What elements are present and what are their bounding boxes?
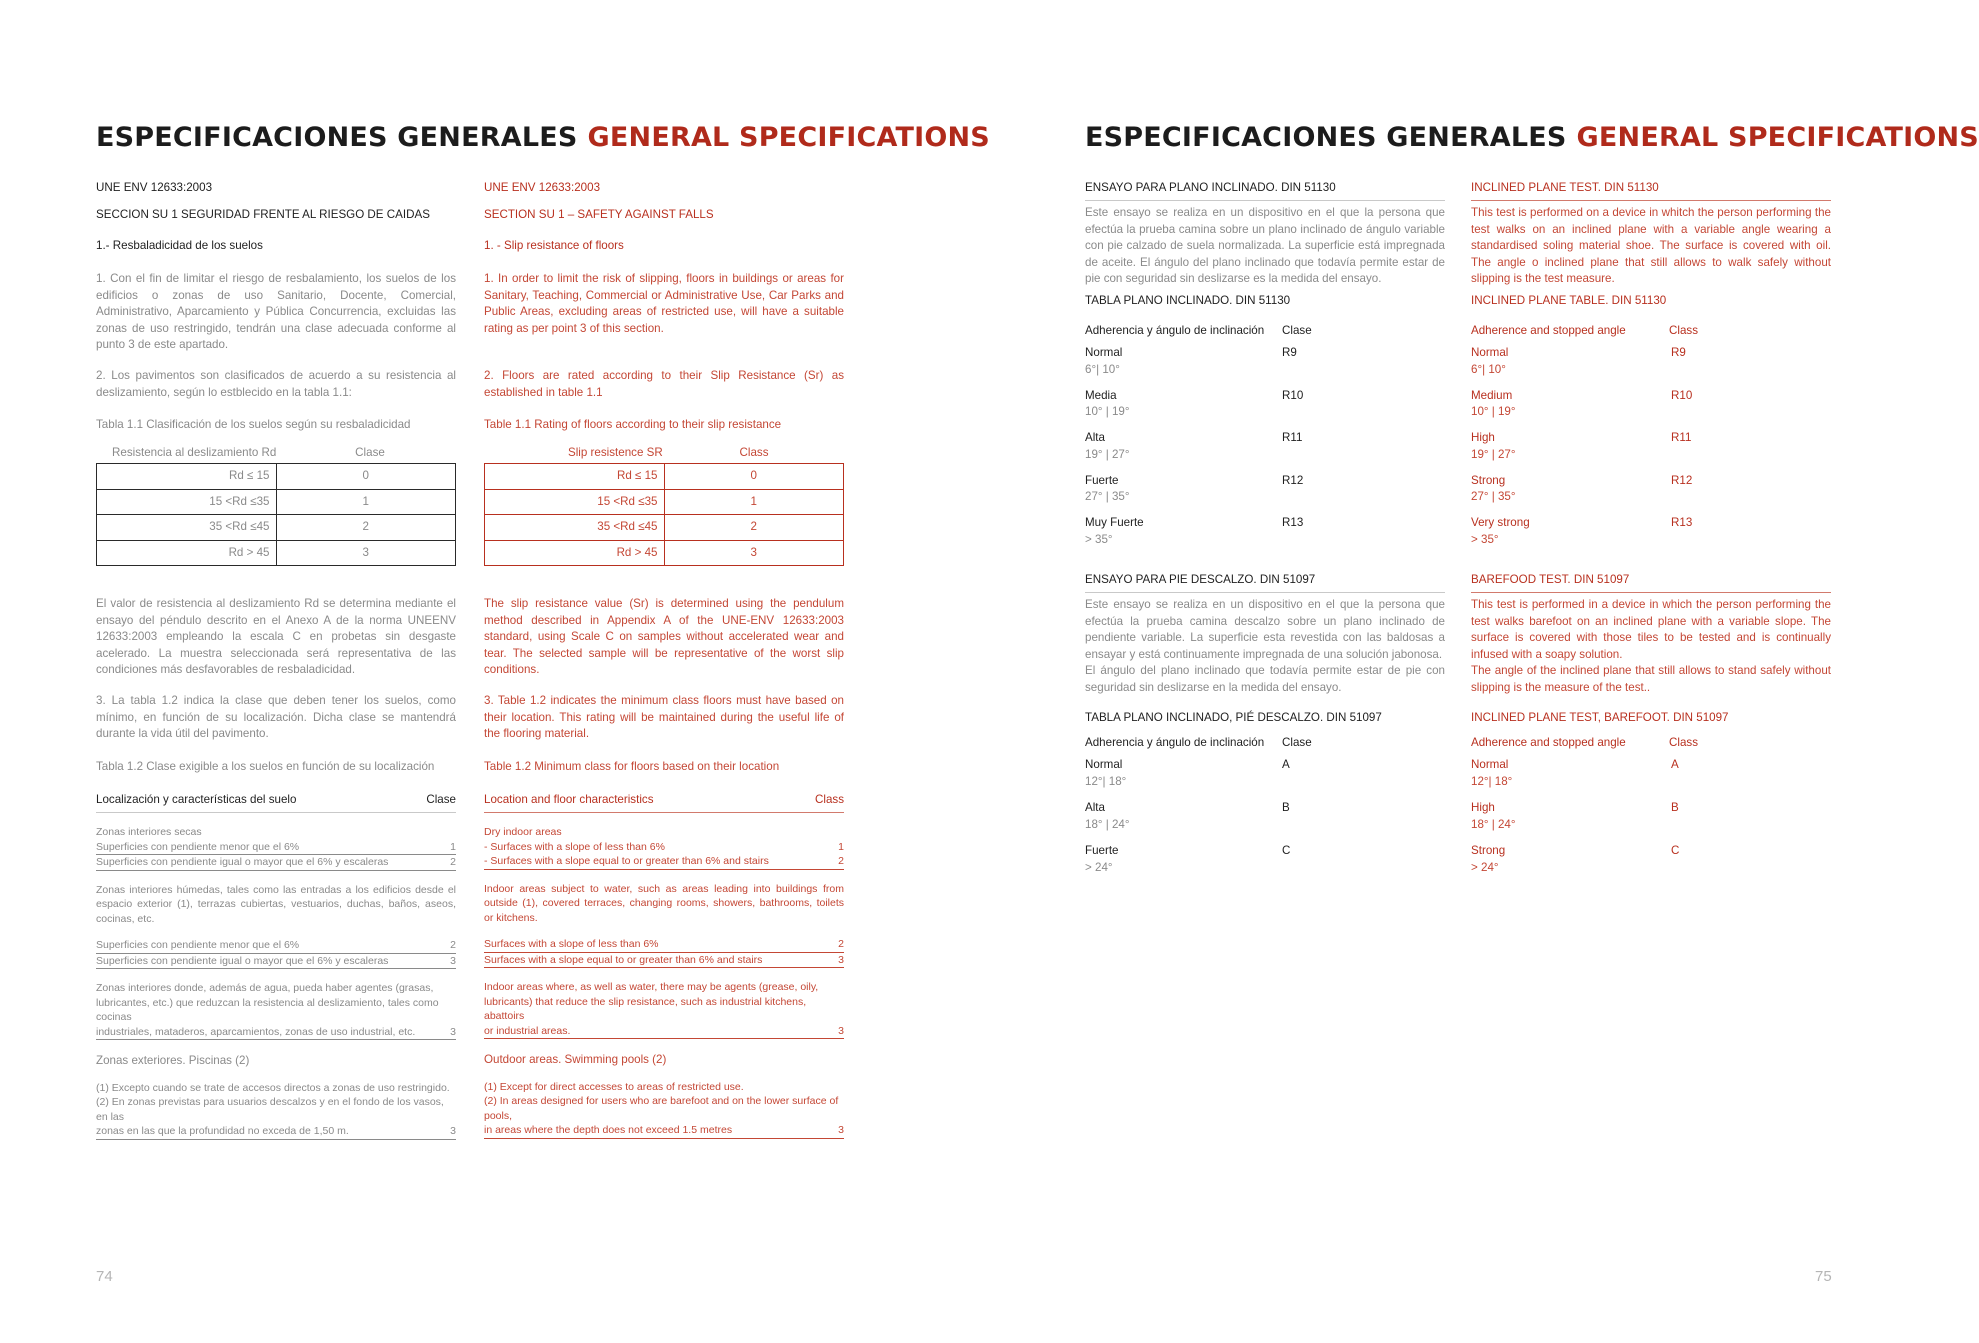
rd-class: 1 — [664, 489, 844, 515]
left-english-column — [484, 180, 844, 1136]
table-row — [97, 464, 456, 490]
inclined-header-adherence: Adherence and stopped angle — [1471, 324, 1626, 337]
adherence-name: Normal — [1471, 758, 1509, 771]
inclined-test-text: Este ensayo se realiza en un dispositivo en el que la persona que efectúa la prueba camina sobre un plano inclinado de ángulo variable con pie calzado de suela normalizada. La superficie está impregnada de aceite. El ángulo del plano inclinado que todavía permite estar de pie con seguridad sin deslizarse es la medida del ensayo. — [1085, 206, 1445, 285]
rd-class: 3 — [664, 540, 844, 566]
angle-range: 27° | 35° — [1085, 490, 1130, 503]
barefoot-header-adherence: Adherencia y ángulo de inclinación — [1085, 736, 1265, 749]
adherence-name: Medium — [1471, 388, 1513, 402]
angle-range: 10° | 19° — [1085, 405, 1130, 418]
subsection-label: 1.- Resbaladicidad de los suelos — [96, 239, 263, 252]
table-header — [484, 445, 844, 462]
dry-areas-title: Dry indoor areas — [484, 826, 562, 838]
barefoot-test-text: Este ensayo se realiza en un dispositivo en el que la persona que efectúa la prueba camina descalzo sobre un plano inclinado de pendiente variable. La superficie esta revestida con las baldosas a ensayar y está continuamente impregnada de una solución jabonosa. — [1085, 598, 1445, 661]
inclined-test-heading: ENSAYO PARA PLANO INCLINADO. DIN 51130 — [1085, 180, 1445, 201]
adherence-name: Fuerte — [1085, 844, 1119, 857]
slip-class: R9 — [1671, 346, 1686, 359]
table-row — [485, 540, 844, 566]
title-english: GENERAL SPECIFICATIONS — [1576, 122, 1979, 153]
angle-range: > 24° — [1085, 860, 1113, 874]
slip-class: R11 — [1282, 431, 1303, 444]
barefoot-test-text-2: The angle of the inclined plane that still allows to stand safely without slipping is the measure of the test.. — [1471, 664, 1831, 694]
paragraph-1: 1. In order to limit the risk of slipping, floors in buildings or areas for Sanitary, Teaching, Commercial or Administrative Use, Car Parks and Public Areas, excluding areas of restricted use, will have a suitable rating as per point 3 of this section. — [484, 272, 844, 335]
slip-class: R10 — [1671, 388, 1693, 402]
subsection-label: 1. - Slip resistance of floors — [484, 239, 624, 252]
rd-range: Rd ≤ 15 — [485, 464, 665, 490]
list-item — [1085, 843, 1445, 876]
table-header-rd: Resistencia al deslizamiento Rd — [112, 446, 277, 459]
angle-range: 19° | 27° — [1085, 447, 1130, 461]
right-page-title — [1085, 122, 1979, 153]
slip-class: A — [1671, 758, 1679, 771]
slip-class: C — [1282, 844, 1291, 857]
barefoot-header-class: Clase — [1282, 736, 1312, 749]
table2-caption: Tabla 1.2 Clase exigible a los suelos en función de su localización — [96, 760, 435, 773]
outdoor-areas: Outdoor areas. Swimming pools (2) — [484, 1053, 667, 1066]
adherence-name: Alta — [1085, 431, 1105, 444]
rd-class: 2 — [664, 515, 844, 541]
table-header-sr: Slip resistence SR — [568, 446, 663, 459]
paragraph-4: 3. La tabla 1.2 indica la clase que deben tener los suelos, como mínimo, en función de su localización. Dicha clase se mantendrá durante la vida útil del pavimento. — [96, 694, 456, 740]
barefoot-test-text-2: El ángulo del plano inclinado que todavía permite estar de pie con seguridad sin deslizarse en la medida del ensayo. — [1085, 664, 1445, 694]
rd-range: 35 <Rd ≤45 — [97, 515, 277, 541]
adherence-name: Muy Fuerte — [1085, 516, 1144, 529]
list-item — [1085, 345, 1445, 378]
angle-range: 18° | 24° — [1085, 817, 1130, 831]
rd-range: Rd ≤ 15 — [97, 464, 277, 490]
angle-range: 19° | 27° — [1471, 447, 1516, 461]
dry-row-1: Superficies con pendiente menor que el 6% 1 — [96, 840, 456, 856]
adherence-name: Strong — [1471, 473, 1506, 487]
agents-row: or industrial areas. 3 — [484, 1024, 844, 1040]
table-row — [485, 515, 844, 541]
list-item — [1471, 345, 1831, 378]
angle-range: 6°| 10° — [1471, 362, 1506, 376]
list-item — [1085, 473, 1445, 506]
table-row — [485, 489, 844, 515]
adherence-name: Normal — [1085, 346, 1123, 359]
slip-class: B — [1671, 801, 1679, 814]
slip-class: R12 — [1282, 473, 1304, 487]
rd-range: 15 <Rd ≤35 — [97, 489, 277, 515]
table2-header-location: Localización y características del suelo — [96, 793, 297, 806]
standard-label: UNE ENV 12633:2003 — [96, 181, 213, 194]
barefoot-header-adherence: Adherence and stopped angle — [1471, 736, 1626, 749]
paragraph-1: 1. Con el fin de limitar el riesgo de resbalamiento, los suelos de los edificios o zonas de uso Sanitario, Docente, Comercial, Administrativo, Aparcamiento y Pública Concurrencia, excluidas las zonas de uso restringido, tendrán una clase adecuada conforme al punto 3 de este apartado. — [96, 272, 456, 351]
inclined-table-header — [1471, 323, 1831, 340]
angle-range: 6°| 10° — [1085, 362, 1120, 376]
adherence-name: Strong — [1471, 844, 1506, 857]
slip-class: R12 — [1671, 473, 1693, 487]
list-item — [1085, 430, 1445, 463]
barefoot-test-heading: ENSAYO PARA PIE DESCALZO. DIN 51097 — [1085, 572, 1445, 593]
note-3-row: zonas en las que la profundidad no exceda de 1,50 m. 3 — [96, 1124, 456, 1140]
angle-range: 18° | 24° — [1471, 817, 1516, 831]
outdoor-areas: Zonas exteriores. Piscinas (2) — [96, 1054, 250, 1067]
list-item — [1471, 388, 1831, 421]
barefoot-table-title: TABLA PLANO INCLINADO, PIÉ DESCALZO. DIN 51097 — [1085, 711, 1382, 724]
barefoot-test-text: This test is performed in a device in which the person performing the test walks barefoot on an inclined plane with a variable slope. The surface is covered with those tiles to be tested and is continually infused with a soapy solution. — [1471, 598, 1831, 661]
table-row — [97, 540, 456, 566]
table-header — [96, 445, 456, 462]
list-item — [1471, 800, 1831, 833]
rd-range: Rd > 45 — [485, 540, 665, 566]
paragraph-2: 2. Floors are rated according to their Slip Resistance (Sr) as established in table 1.1 — [484, 369, 844, 399]
list-item — [1471, 430, 1831, 463]
adherence-name: High — [1471, 431, 1495, 444]
table-header-class: Clase — [355, 446, 385, 459]
list-item — [1085, 515, 1445, 548]
wet-row-2: Superficies con pendiente igual o mayor que el 6% y escaleras 3 — [96, 954, 456, 970]
table2-header-class: Clase — [426, 793, 456, 806]
title-english: GENERAL SPECIFICATIONS — [587, 122, 990, 153]
table2-header-location: Location and floor characteristics — [484, 793, 654, 806]
angle-range: > 35° — [1471, 532, 1499, 546]
table2-header — [96, 792, 456, 813]
list-item — [1085, 388, 1445, 421]
slip-class: A — [1282, 758, 1290, 771]
angle-range: > 35° — [1085, 532, 1113, 546]
slip-class: R10 — [1282, 388, 1304, 402]
table2-header-class: Class — [815, 793, 844, 806]
title-spanish: ESPECIFICACIONES GENERALES — [96, 122, 578, 153]
note-1: (1) Except for direct accesses to areas of restricted use. — [484, 1080, 744, 1093]
list-item — [1085, 800, 1445, 833]
table-caption: Tabla 1.1 Clasificación de los suelos según su resbaladicidad — [96, 418, 411, 431]
location-table-body — [484, 825, 844, 1139]
rd-class: 0 — [664, 464, 844, 490]
inclined-test-heading: INCLINED PLANE TEST. DIN 51130 — [1471, 180, 1831, 201]
inclined-header-class: Clase — [1282, 324, 1312, 337]
rd-range: Rd > 45 — [97, 540, 277, 566]
angle-range: 10° | 19° — [1471, 405, 1516, 418]
table2-header — [484, 792, 844, 813]
rd-class: 2 — [276, 515, 456, 541]
paragraph-3: El valor de resistencia al deslizamiento Rd se determina mediante el ensayo del péndulo descrito en el Anexo A de la norma UNEENV 12633:2003 empleando la escala C en probetas sin desgaste acelerado. La muestra seleccionada será representativa de las condiciones más desfavorables de resbaladicidad. — [96, 597, 456, 676]
agents-l1: Zonas interiores donde, además de agua, pueda haber agentes (grasas, — [96, 982, 434, 994]
right-spanish-column — [1085, 180, 1445, 900]
title-spanish: ESPECIFICACIONES GENERALES — [1085, 122, 1567, 153]
adherence-name: Fuerte — [1085, 473, 1119, 487]
slip-class: B — [1282, 801, 1290, 814]
note-2: (2) En zonas previstas para usuarios descalzos y en el fondo de los vasos, en las — [96, 1096, 444, 1123]
inclined-table-title: INCLINED PLANE TABLE. DIN 51130 — [1471, 294, 1667, 307]
barefoot-table-header — [1471, 735, 1831, 752]
right-english-column — [1471, 180, 1831, 900]
rd-range: 15 <Rd ≤35 — [485, 489, 665, 515]
adherence-name: Alta — [1085, 801, 1105, 814]
location-table-body — [96, 825, 456, 1140]
rd-class: 0 — [276, 464, 456, 490]
list-item — [1471, 757, 1831, 790]
table-row — [97, 515, 456, 541]
dry-row-2: Superficies con pendiente igual o mayor que el 6% y escaleras 2 — [96, 855, 456, 871]
section-label: SECTION SU 1 – SAFETY AGAINST FALLS — [484, 208, 714, 221]
table2-caption: Table 1.2 Minimum class for floors based on their location — [484, 760, 780, 773]
rd-class: 1 — [276, 489, 456, 515]
agents-l1: Indoor areas where, as well as water, there may be agents (grease, oily, — [484, 981, 819, 993]
barefoot-test-heading: BAREFOOD TEST. DIN 51097 — [1471, 572, 1831, 593]
wet-row-1: Surfaces with a slope of less than 6% 2 — [484, 937, 844, 953]
rd-class: 3 — [276, 540, 456, 566]
slip-class: R13 — [1282, 516, 1304, 529]
section-label: SECCION SU 1 SEGURIDAD FRENTE AL RIESGO DE CAIDAS — [96, 208, 430, 221]
adherence-name: Media — [1085, 388, 1117, 402]
list-item — [1471, 515, 1831, 548]
angle-range: 12°| 18° — [1471, 774, 1513, 788]
adherence-name: Normal — [1085, 758, 1123, 771]
adherence-name: Very strong — [1471, 516, 1530, 529]
inclined-test-text: This test is performed on a device in whitch the person performing the test walks on an inclined plane with a variable angle wearing a standardised soling material shoe. The surface is covered with oil. The angle o inclined plane that still allows to walk safely without slipping is the test measure. — [1471, 206, 1831, 285]
wet-row-2: Surfaces with a slope equal to or greater than 6% and stairs 3 — [484, 953, 844, 969]
dry-row-1: - Surfaces with a slope of less than 6% 1 — [484, 840, 844, 853]
wet-row-1: Superficies con pendiente menor que el 6% 2 — [96, 938, 456, 954]
rd-range: 35 <Rd ≤45 — [485, 515, 665, 541]
left-spanish-column — [96, 180, 456, 1137]
angle-range: 27° | 35° — [1471, 490, 1516, 503]
inclined-header-class: Class — [1669, 324, 1698, 337]
slip-class: R13 — [1671, 516, 1693, 529]
barefoot-header-class: Class — [1669, 736, 1698, 749]
barefoot-table-header — [1085, 735, 1445, 752]
wet-areas-title: Zonas interiores húmedas, tales como las entradas a los edificios desde el espacio exterior (1), terrazas cubiertas, vestuarios, duchas, baños, aseos, cocinas, etc. — [96, 883, 456, 925]
table-caption: Table 1.1 Rating of floors according to their slip resistance — [484, 418, 782, 431]
standard-label: UNE ENV 12633:2003 — [484, 181, 601, 194]
wet-areas-title: Indoor areas subject to water, such as areas leading into buildings from outside (1), covered terraces, changing rooms, showers, bathrooms, toilets or kitchens. — [484, 882, 844, 924]
list-item — [1471, 843, 1831, 876]
paragraph-2: 2. Los pavimentos son clasificados de acuerdo a su resistencia al deslizamiento, según lo estblecido en la tabla 1.1: — [96, 369, 456, 399]
angle-range: > 24° — [1471, 860, 1499, 874]
barefoot-table-title: INCLINED PLANE TEST, BAREFOOT. DIN 51097 — [1471, 711, 1729, 724]
list-item — [1085, 757, 1445, 790]
table-row — [97, 489, 456, 515]
note-1: (1) Excepto cuando se trate de accesos directos a zonas de uso restringido. — [96, 1081, 450, 1094]
adherence-name: Normal — [1471, 346, 1509, 359]
inclined-table-title: TABLA PLANO INCLINADO. DIN 51130 — [1085, 294, 1291, 307]
slip-class: R11 — [1671, 431, 1692, 444]
slip-resistance-table — [484, 463, 844, 566]
adherence-name: High — [1471, 801, 1495, 814]
table-header-class: Class — [739, 446, 769, 459]
slip-class: C — [1671, 844, 1680, 857]
agents-l2: lubricants) that reduce the slip resistance, such as industrial kitchens, abattoirs — [484, 995, 807, 1022]
paragraph-4: 3. Table 1.2 indicates the minimum class floors must have based on their location. This rating will be maintained during the useful life of the flooring material. — [484, 694, 844, 740]
inclined-header-adherence: Adherencia y ángulo de inclinación — [1085, 324, 1265, 337]
page-number-left: 74 — [96, 1268, 113, 1285]
agents-row: industriales, mataderos, aparcamientos, zonas de uso industrial, etc. 3 — [96, 1025, 456, 1041]
slip-class: R9 — [1282, 346, 1297, 359]
paragraph-3: The slip resistance value (Sr) is determined using the pendulum method described in Appendix A of the UNE-ENV 12633:2003 standard, using Scale C on samples without accelerated wear and tear. The selected sample will be representative of the worst slip conditions. — [484, 597, 844, 676]
dry-areas-title: Zonas interiores secas — [96, 826, 202, 838]
note-2: (2) In areas designed for users who are barefoot and on the lower surface of pools, — [484, 1095, 839, 1122]
slip-resistance-table — [96, 463, 456, 566]
inclined-table-header — [1085, 323, 1445, 340]
table-row — [485, 464, 844, 490]
angle-range: 12°| 18° — [1085, 774, 1127, 788]
list-item — [1471, 473, 1831, 506]
dry-row-2: - Surfaces with a slope equal to or greater than 6% and stairs 2 — [484, 854, 844, 870]
agents-l2: lubricantes, etc.) que reduzcan la resistencia al deslizamiento, tales como cocinas — [96, 996, 439, 1023]
page-number-right: 75 — [1815, 1268, 1832, 1285]
note-3-row: in areas where the depth does not exceed 1.5 metres 3 — [484, 1123, 844, 1139]
left-page-title — [96, 122, 990, 153]
